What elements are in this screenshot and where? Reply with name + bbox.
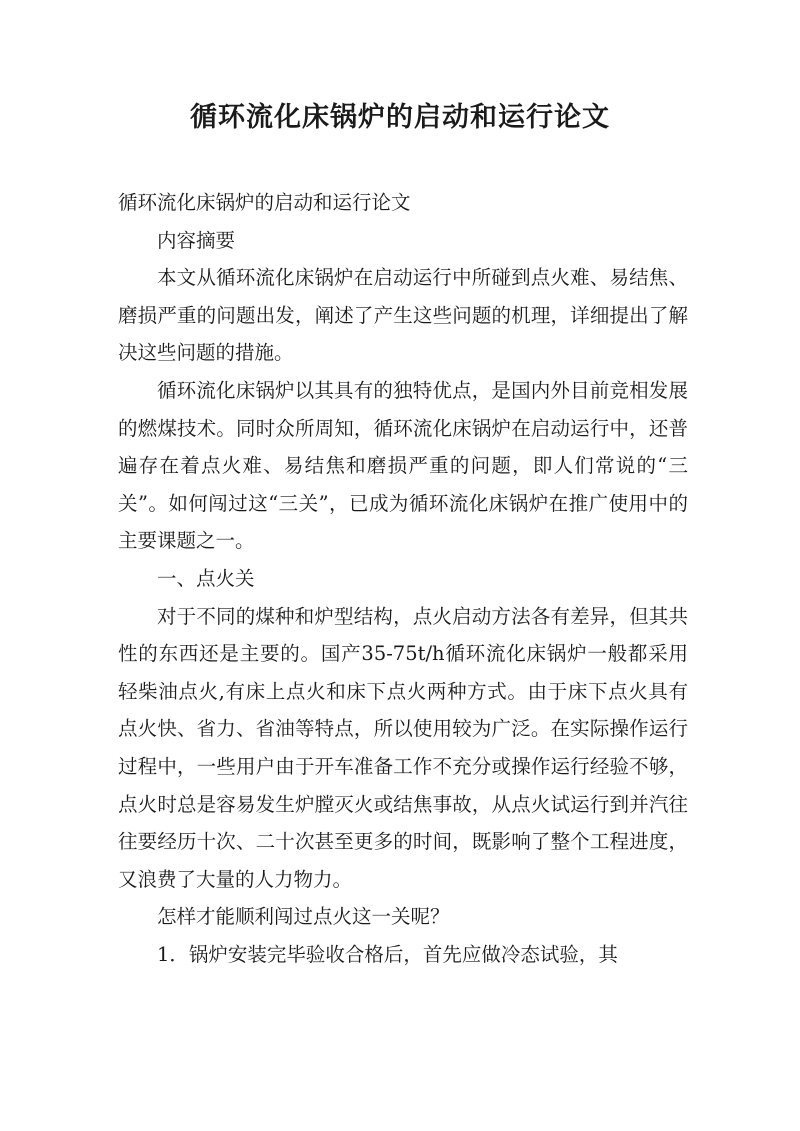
document-title: 循环流化床锅炉的启动和运行论文 bbox=[190, 102, 610, 133]
paragraph-question: 怎样才能顺利闯过点火这一关呢？ bbox=[157, 905, 450, 929]
paragraph-ignition: 对于不同的煤种和炉型结构，点火启动方法各有差异，但其共性的东西还是主要的。国产35-75t/h循环流化床锅炉一般都采用轻柴油点火,有床上点火和床下点火两种方式。由于床下点火具有点火快、省力、省油等特点，所以使用较为广泛。在实际操作运行过程中，一些用户由于开车准备工作不充分或操作运行经验不够，点火时总是容易发生炉膛灭火或结焦事故，从点火试运行到并汽往往要经历十次、二十次甚至更多的时间，既影响了整个工程进度，又浪费了大量的人力物力。 bbox=[118, 604, 688, 891]
document-body bbox=[118, 184, 688, 973]
paragraph-intro: 循环流化床锅炉以其具有的独特优点，是国内外目前竞相发展的燃煤技术。同时众所周知，循环流化床锅炉在启动运行中，还普遍存在着点火难、易结焦和磨损严重的问题，即人们常说的“三关”。如何闯过这“三关”，已成为循环流化床锅炉在推广使用中的主要课题之一。 bbox=[118, 378, 688, 553]
paragraph-heading: 循环流化床锅炉的启动和运行论文 bbox=[118, 191, 411, 214]
paragraph-abstract-label: 内容摘要 bbox=[157, 228, 236, 252]
paragraph-step-1: 1．锅炉安装完毕验收合格后，首先应做冷态试验，其 bbox=[157, 942, 618, 966]
section-heading-ignition: 一、点火关 bbox=[157, 566, 255, 590]
paragraph-abstract: 本文从循环流化床锅炉在启动运行中所碰到点火难、易结焦、磨损严重的问题出发，阐述了产生这些问题的机理，详细提出了解决这些问题的措施。 bbox=[118, 266, 688, 365]
